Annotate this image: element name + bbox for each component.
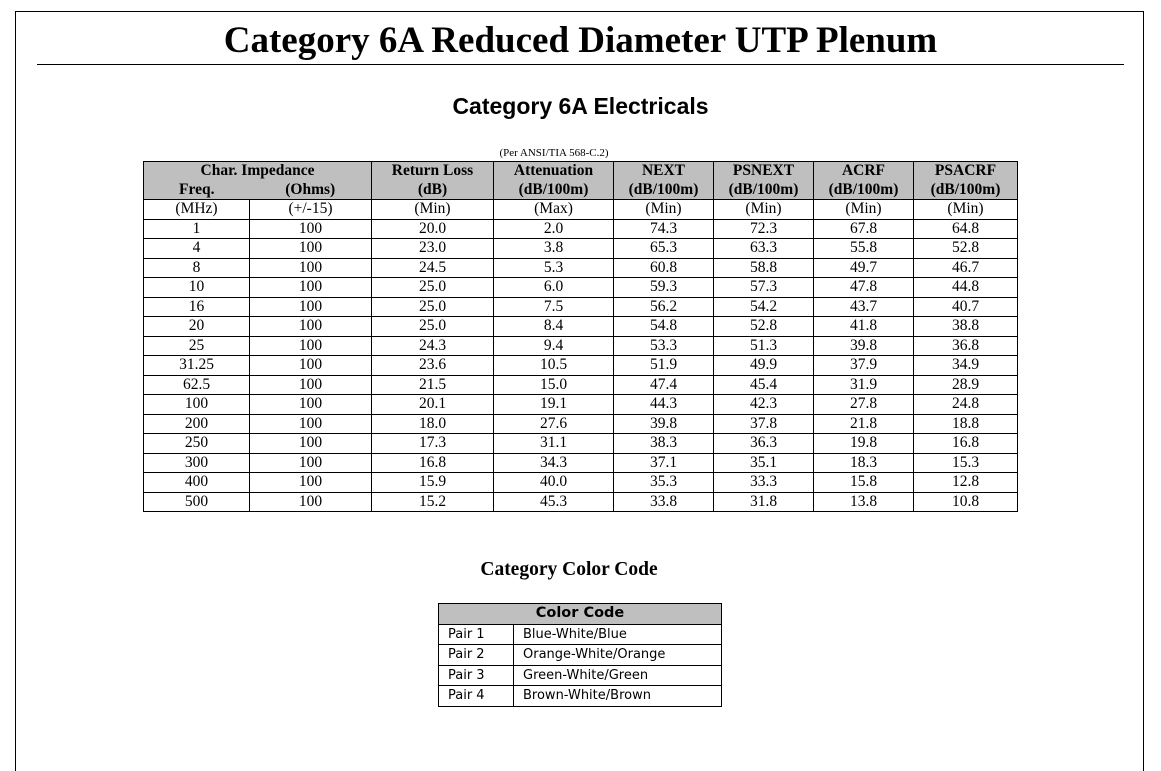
header-next: NEXT bbox=[614, 162, 714, 181]
color-code-row bbox=[439, 686, 722, 707]
table-row bbox=[144, 356, 1018, 376]
table-cell: 37.9 bbox=[814, 356, 914, 376]
table-cell: 55.8 bbox=[814, 239, 914, 259]
table-cell: 24.5 bbox=[372, 258, 494, 278]
table-cell: 47.8 bbox=[814, 278, 914, 298]
header-return-loss-unit: (dB) bbox=[372, 181, 494, 200]
table-cell: 18.0 bbox=[372, 414, 494, 434]
table-cell: 21.5 bbox=[372, 375, 494, 395]
table-cell: 40.7 bbox=[914, 297, 1018, 317]
table-cell: 72.3 bbox=[714, 219, 814, 239]
table-cell: 65.3 bbox=[614, 239, 714, 259]
pair-label: Pair 4 bbox=[439, 686, 514, 707]
table-cell: 200 bbox=[144, 414, 250, 434]
table-row bbox=[144, 414, 1018, 434]
table-cell: 63.3 bbox=[714, 239, 814, 259]
table-cell: 15.9 bbox=[372, 473, 494, 493]
table-cell: 24.8 bbox=[914, 395, 1018, 415]
table-cell: 100 bbox=[250, 258, 372, 278]
table-cell: 36.8 bbox=[914, 336, 1018, 356]
table-cell: 100 bbox=[250, 278, 372, 298]
table-cell: 2.0 bbox=[494, 219, 614, 239]
table-cell: 47.4 bbox=[614, 375, 714, 395]
units-cell: (MHz) bbox=[144, 200, 250, 220]
header-acrf: ACRF bbox=[814, 162, 914, 181]
table-cell: 15.8 bbox=[814, 473, 914, 493]
header-psnext: PSNEXT bbox=[714, 162, 814, 181]
table-row bbox=[144, 297, 1018, 317]
document-title: Category 6A Reduced Diameter UTP Plenum bbox=[223, 20, 938, 61]
table-cell: 44.3 bbox=[614, 395, 714, 415]
pair-colors: Blue-White/Blue bbox=[514, 624, 722, 645]
table-cell: 100 bbox=[250, 395, 372, 415]
table-cell: 15.3 bbox=[914, 453, 1018, 473]
table-cell: 20.1 bbox=[372, 395, 494, 415]
color-code-row bbox=[439, 645, 722, 666]
table-cell: 19.8 bbox=[814, 434, 914, 454]
table-cell: 21.8 bbox=[814, 414, 914, 434]
table-row bbox=[144, 336, 1018, 356]
header-freq: Freq. bbox=[144, 181, 250, 200]
table-cell: 46.7 bbox=[914, 258, 1018, 278]
standard-note: (Per ANSI/TIA 568-C.2) bbox=[499, 147, 609, 159]
table-cell: 1 bbox=[144, 219, 250, 239]
table-cell: 500 bbox=[144, 492, 250, 512]
table-cell: 100 bbox=[250, 434, 372, 454]
header-return-loss: Return Loss bbox=[372, 162, 494, 181]
header-char-impedance: Char. Impedance bbox=[144, 162, 372, 181]
table-cell: 16.8 bbox=[914, 434, 1018, 454]
table-cell: 100 bbox=[250, 492, 372, 512]
table-units-row bbox=[144, 200, 1018, 220]
table-cell: 45.3 bbox=[494, 492, 614, 512]
table-cell: 23.0 bbox=[372, 239, 494, 259]
units-cell: (Min) bbox=[914, 200, 1018, 220]
table-subheader-row bbox=[144, 181, 1018, 200]
table-header-row bbox=[144, 162, 1018, 181]
electricals-table bbox=[143, 161, 1018, 512]
table-cell: 45.4 bbox=[714, 375, 814, 395]
table-cell: 67.8 bbox=[814, 219, 914, 239]
header-ohms: (Ohms) bbox=[250, 181, 372, 200]
table-cell: 60.8 bbox=[614, 258, 714, 278]
table-cell: 100 bbox=[250, 375, 372, 395]
table-cell: 24.3 bbox=[372, 336, 494, 356]
table-cell: 100 bbox=[250, 473, 372, 493]
table-cell: 35.3 bbox=[614, 473, 714, 493]
table-cell: 5.3 bbox=[494, 258, 614, 278]
units-cell: (Max) bbox=[494, 200, 614, 220]
table-cell: 9.4 bbox=[494, 336, 614, 356]
units-cell: (Min) bbox=[814, 200, 914, 220]
table-cell: 58.8 bbox=[714, 258, 814, 278]
title-divider bbox=[37, 64, 1124, 65]
table-cell: 33.8 bbox=[614, 492, 714, 512]
table-cell: 31.8 bbox=[714, 492, 814, 512]
table-cell: 100 bbox=[250, 414, 372, 434]
table-cell: 38.8 bbox=[914, 317, 1018, 337]
header-attenuation: Attenuation bbox=[494, 162, 614, 181]
table-cell: 20 bbox=[144, 317, 250, 337]
header-attenuation-unit: (dB/100m) bbox=[494, 181, 614, 200]
table-cell: 13.8 bbox=[814, 492, 914, 512]
pair-label: Pair 3 bbox=[439, 665, 514, 686]
header-acrf-unit: (dB/100m) bbox=[814, 181, 914, 200]
table-row bbox=[144, 375, 1018, 395]
table-cell: 35.1 bbox=[714, 453, 814, 473]
table-cell: 23.6 bbox=[372, 356, 494, 376]
table-cell: 100 bbox=[250, 297, 372, 317]
table-cell: 27.8 bbox=[814, 395, 914, 415]
table-cell: 31.1 bbox=[494, 434, 614, 454]
table-row bbox=[144, 317, 1018, 337]
table-row bbox=[144, 258, 1018, 278]
table-cell: 42.3 bbox=[714, 395, 814, 415]
table-row bbox=[144, 453, 1018, 473]
table-cell: 39.8 bbox=[814, 336, 914, 356]
table-cell: 54.8 bbox=[614, 317, 714, 337]
table-cell: 6.0 bbox=[494, 278, 614, 298]
table-cell: 10.5 bbox=[494, 356, 614, 376]
table-cell: 54.2 bbox=[714, 297, 814, 317]
table-cell: 7.5 bbox=[494, 297, 614, 317]
table-cell: 100 bbox=[250, 219, 372, 239]
header-psacrf: PSACRF bbox=[914, 162, 1018, 181]
table-cell: 28.9 bbox=[914, 375, 1018, 395]
table-cell: 62.5 bbox=[144, 375, 250, 395]
table-cell: 34.9 bbox=[914, 356, 1018, 376]
table-cell: 52.8 bbox=[714, 317, 814, 337]
units-cell: (Min) bbox=[614, 200, 714, 220]
table-row bbox=[144, 434, 1018, 454]
table-cell: 39.8 bbox=[614, 414, 714, 434]
table-cell: 18.3 bbox=[814, 453, 914, 473]
table-cell: 37.8 bbox=[714, 414, 814, 434]
table-cell: 25.0 bbox=[372, 317, 494, 337]
table-cell: 17.3 bbox=[372, 434, 494, 454]
table-cell: 400 bbox=[144, 473, 250, 493]
pair-colors: Green-White/Green bbox=[514, 665, 722, 686]
table-cell: 27.6 bbox=[494, 414, 614, 434]
table-cell: 12.8 bbox=[914, 473, 1018, 493]
table-cell: 37.1 bbox=[614, 453, 714, 473]
table-cell: 43.7 bbox=[814, 297, 914, 317]
color-code-row bbox=[439, 665, 722, 686]
color-code-title: Category Color Code bbox=[480, 559, 658, 580]
table-cell: 31.25 bbox=[144, 356, 250, 376]
table-cell: 74.3 bbox=[614, 219, 714, 239]
table-cell: 52.8 bbox=[914, 239, 1018, 259]
units-cell: (Min) bbox=[372, 200, 494, 220]
table-cell: 20.0 bbox=[372, 219, 494, 239]
table-cell: 100 bbox=[250, 317, 372, 337]
table-cell: 57.3 bbox=[714, 278, 814, 298]
color-code-header-row bbox=[439, 604, 722, 625]
table-cell: 64.8 bbox=[914, 219, 1018, 239]
header-psnext-unit: (dB/100m) bbox=[714, 181, 814, 200]
table-cell: 59.3 bbox=[614, 278, 714, 298]
table-cell: 250 bbox=[144, 434, 250, 454]
table-cell: 19.1 bbox=[494, 395, 614, 415]
table-cell: 16.8 bbox=[372, 453, 494, 473]
table-cell: 100 bbox=[144, 395, 250, 415]
pair-colors: Brown-White/Brown bbox=[514, 686, 722, 707]
table-cell: 25.0 bbox=[372, 278, 494, 298]
table-cell: 38.3 bbox=[614, 434, 714, 454]
pair-colors: Orange-White/Orange bbox=[514, 645, 722, 666]
table-cell: 56.2 bbox=[614, 297, 714, 317]
table-cell: 41.8 bbox=[814, 317, 914, 337]
table-row bbox=[144, 219, 1018, 239]
table-cell: 31.9 bbox=[814, 375, 914, 395]
table-cell: 25.0 bbox=[372, 297, 494, 317]
table-cell: 10 bbox=[144, 278, 250, 298]
table-cell: 15.2 bbox=[372, 492, 494, 512]
table-cell: 33.3 bbox=[714, 473, 814, 493]
table-row bbox=[144, 473, 1018, 493]
pair-label: Pair 1 bbox=[439, 624, 514, 645]
pair-label: Pair 2 bbox=[439, 645, 514, 666]
units-cell: (Min) bbox=[714, 200, 814, 220]
table-row bbox=[144, 395, 1018, 415]
table-cell: 53.3 bbox=[614, 336, 714, 356]
table-cell: 100 bbox=[250, 239, 372, 259]
table-cell: 36.3 bbox=[714, 434, 814, 454]
header-next-unit: (dB/100m) bbox=[614, 181, 714, 200]
table-row bbox=[144, 492, 1018, 512]
units-cell: (+/-15) bbox=[250, 200, 372, 220]
table-cell: 51.3 bbox=[714, 336, 814, 356]
table-cell: 100 bbox=[250, 453, 372, 473]
table-cell: 15.0 bbox=[494, 375, 614, 395]
table-cell: 100 bbox=[250, 356, 372, 376]
table-cell: 300 bbox=[144, 453, 250, 473]
table-cell: 4 bbox=[144, 239, 250, 259]
section-title: Category 6A Electricals bbox=[452, 93, 709, 119]
table-row bbox=[144, 278, 1018, 298]
header-psacrf-unit: (dB/100m) bbox=[914, 181, 1018, 200]
table-cell: 10.8 bbox=[914, 492, 1018, 512]
color-code-header: Color Code bbox=[439, 604, 722, 625]
table-cell: 8 bbox=[144, 258, 250, 278]
color-code-row bbox=[439, 624, 722, 645]
table-cell: 44.8 bbox=[914, 278, 1018, 298]
table-cell: 16 bbox=[144, 297, 250, 317]
table-cell: 34.3 bbox=[494, 453, 614, 473]
table-cell: 49.9 bbox=[714, 356, 814, 376]
table-cell: 40.0 bbox=[494, 473, 614, 493]
table-cell: 18.8 bbox=[914, 414, 1018, 434]
table-cell: 51.9 bbox=[614, 356, 714, 376]
table-cell: 100 bbox=[250, 336, 372, 356]
color-code-table bbox=[438, 603, 722, 707]
table-cell: 3.8 bbox=[494, 239, 614, 259]
table-cell: 49.7 bbox=[814, 258, 914, 278]
table-cell: 8.4 bbox=[494, 317, 614, 337]
table-cell: 25 bbox=[144, 336, 250, 356]
table-row bbox=[144, 239, 1018, 259]
